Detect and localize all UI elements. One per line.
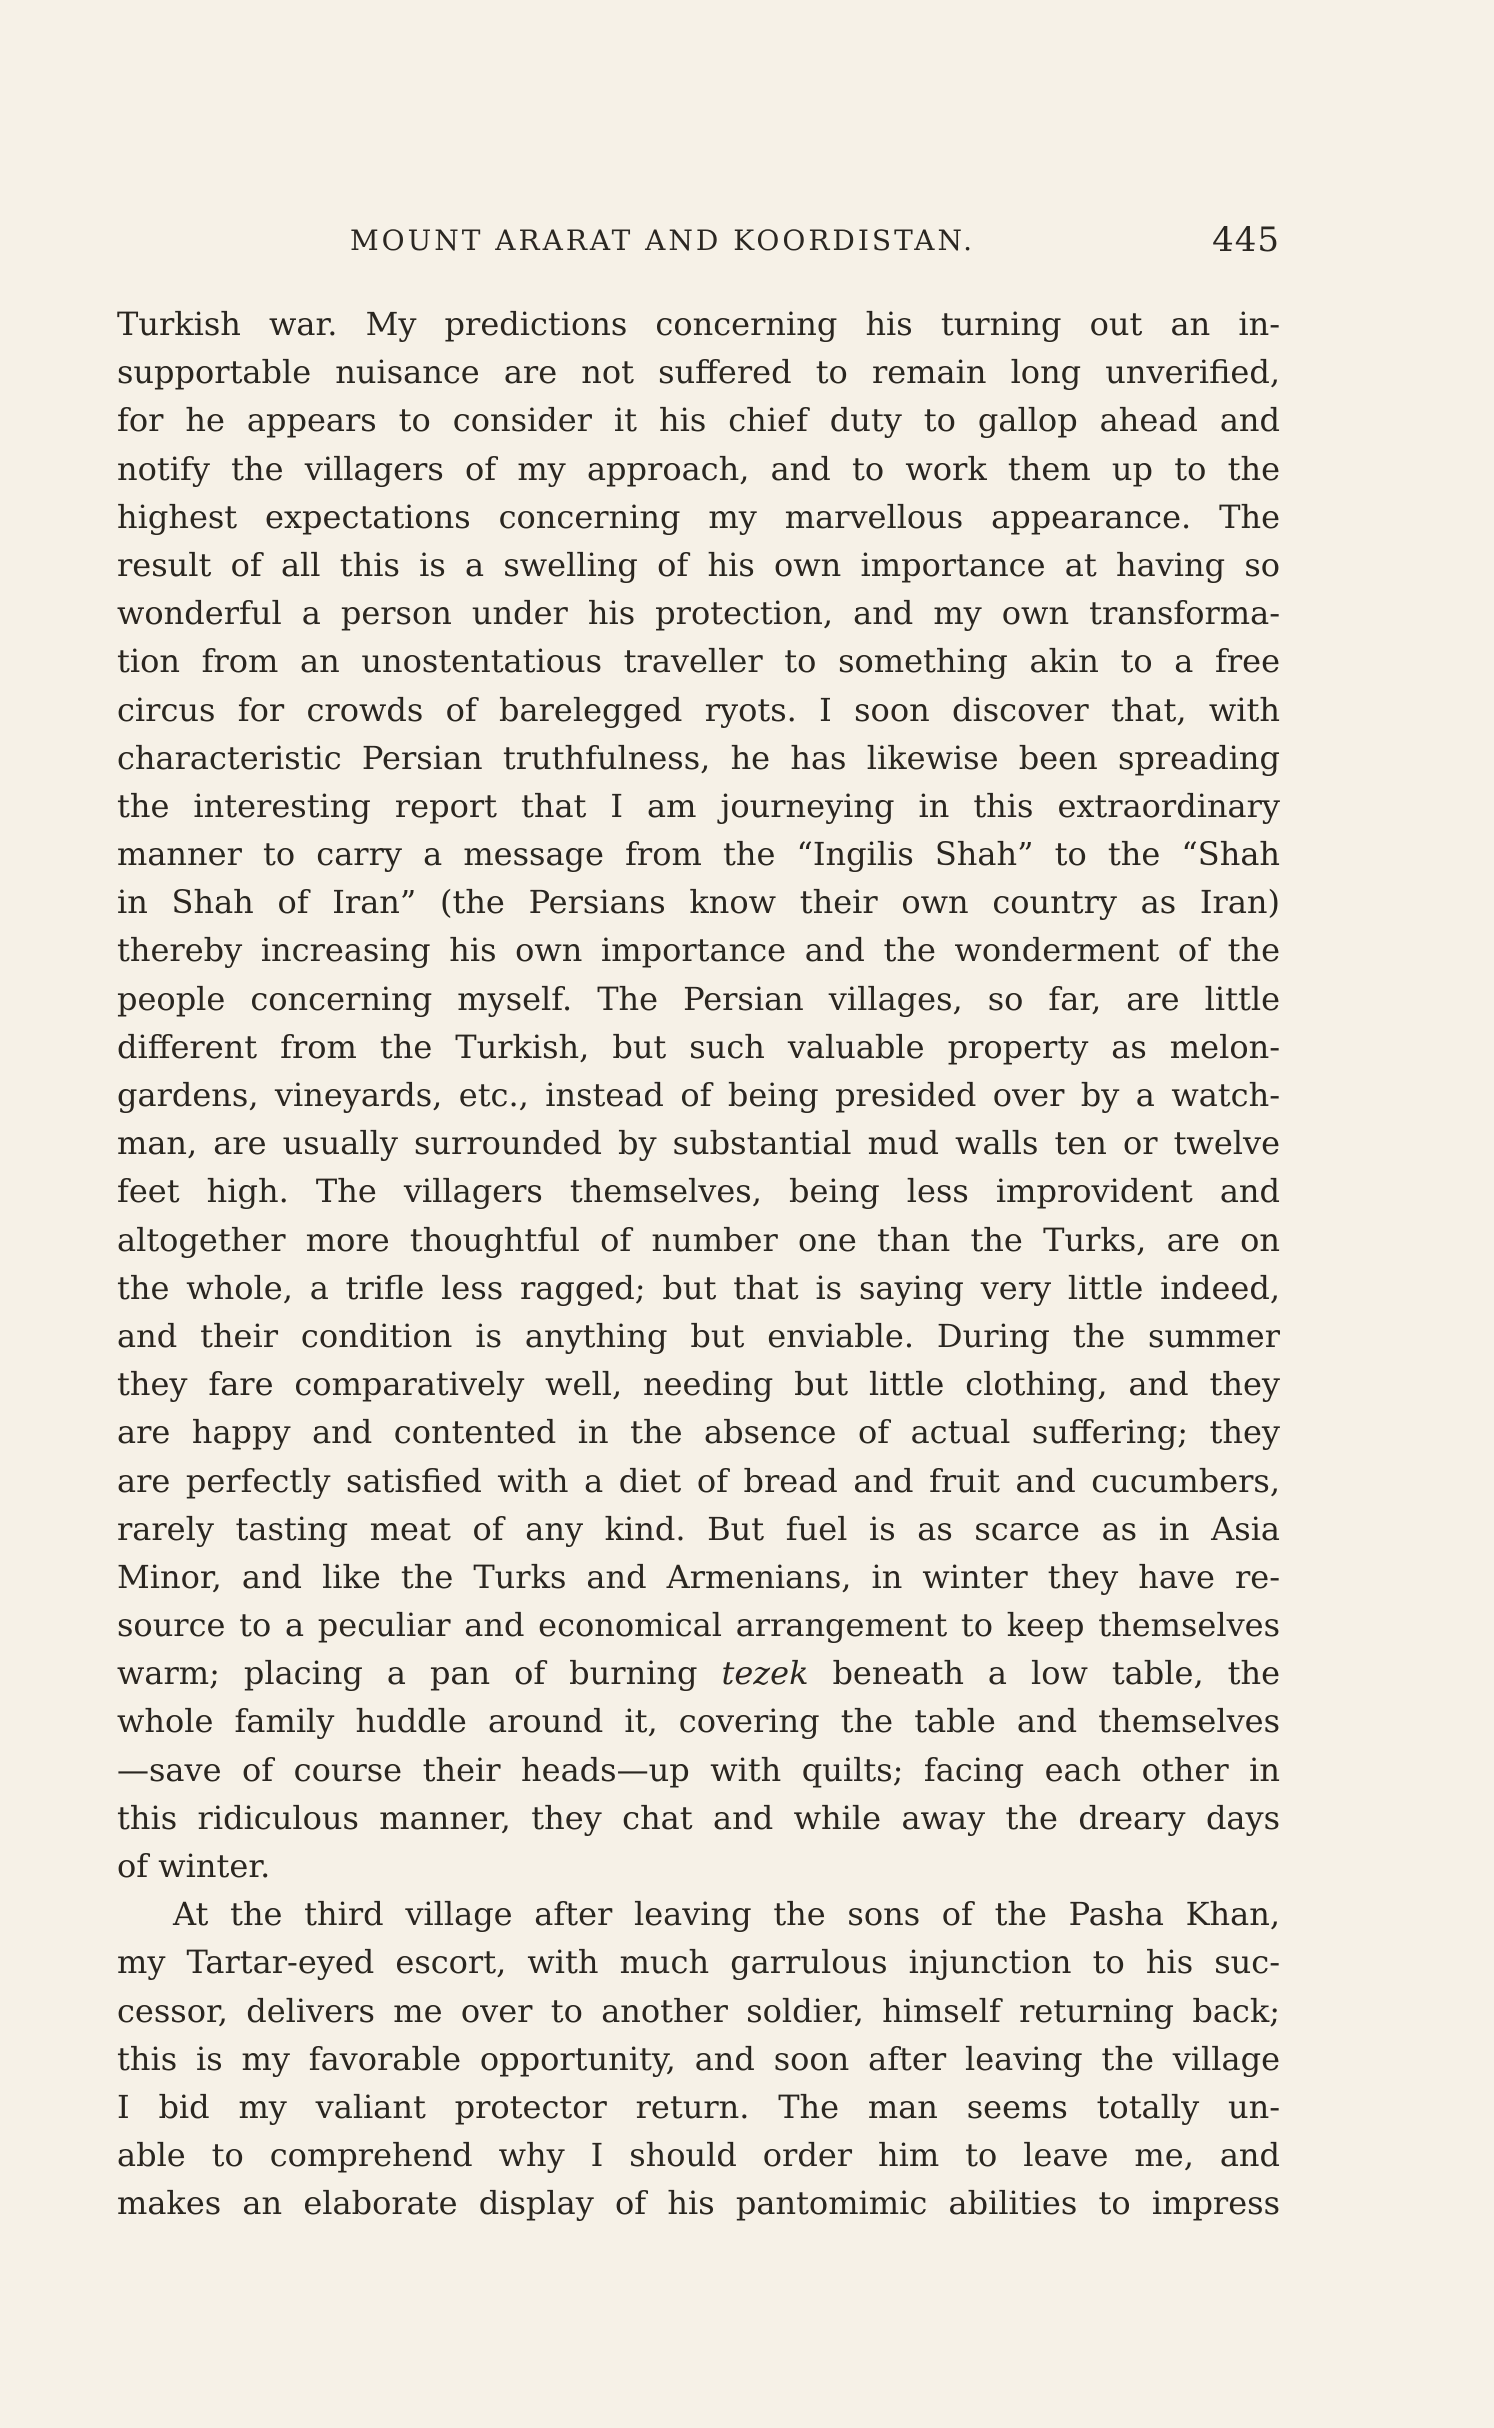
text-line: tion from an unostentatious traveller to something akin to a free xyxy=(117,642,1280,681)
text-line: altogether more thoughtful of number one than the Turks, are on xyxy=(117,1220,1280,1259)
text-line: result of all this is a swelling of his own importance at having so xyxy=(117,545,1280,584)
body-text xyxy=(117,300,1280,2228)
text-line: the interesting report that I am journeying in this extraordinary xyxy=(117,786,1280,825)
text-line: able to comprehend why I should order him to leave me, and xyxy=(117,2136,1280,2175)
text-line: people concerning myself. The Persian villages, so far, are little xyxy=(117,979,1280,1018)
text-line: thereby increasing his own importance and the wonderment of the xyxy=(117,931,1280,970)
text-line: my Tartar-eyed escort, with much garrulous injunction to his suc- xyxy=(117,1943,1280,1982)
text-line: the whole, a trifle less ragged; but that is saying very little indeed, xyxy=(117,1268,1280,1307)
text-line: are perfectly satisfied with a diet of bread and fruit and cucumbers, xyxy=(117,1461,1280,1500)
text-line: this ridiculous manner, they chat and while away the dreary days xyxy=(117,1798,1280,1837)
line-segment: beneath a low table, the xyxy=(808,1654,1280,1693)
text-line: rarely tasting meat of any kind. But fuel is as scarce as in Asia xyxy=(117,1509,1280,1548)
line-segment: warm; placing a pan of burning xyxy=(117,1654,722,1693)
paragraph-start-line: At the third village after leaving the sons of the Pasha Khan, xyxy=(173,1895,1280,1934)
text-line-with-italic xyxy=(117,1649,1280,1697)
text-line: supportable nuisance are not suffered to remain long unverified, xyxy=(117,353,1280,392)
text-line: whole family huddle around it, covering the table and themselves xyxy=(117,1702,1280,1741)
text-line: characteristic Persian truthfulness, he has likewise been spreading xyxy=(117,738,1280,777)
italic-word: tezek xyxy=(721,1654,809,1693)
text-line: cessor, delivers me over to another soldier, himself returning back; xyxy=(117,1991,1280,2030)
page-header xyxy=(350,220,1280,268)
text-line: —save of course their heads—up with quilts; facing each other in xyxy=(117,1750,1280,1789)
text-line: source to a peculiar and economical arrangement to keep themselves xyxy=(117,1606,1280,1645)
text-line: I bid my valiant protector return. The man seems totally un- xyxy=(117,2087,1280,2126)
text-line: in Shah of Iran” (the Persians know their own country as Iran) xyxy=(117,883,1280,922)
text-line: this is my favorable opportunity, and soon after leaving the village xyxy=(117,2039,1280,2078)
text-line: manner to carry a message from the “Ingilis Shah” to the “Shah xyxy=(117,835,1280,874)
text-line: man, are usually surrounded by substantial mud walls ten or twelve xyxy=(117,1124,1280,1163)
text-line: gardens, vineyards, etc., instead of being presided over by a watch- xyxy=(117,1076,1280,1114)
page-number: 445 xyxy=(1212,220,1280,260)
text-line: they fare comparatively well, needing but little clothing, and they xyxy=(117,1365,1280,1404)
text-line: Turkish war. My predictions concerning his turning out an in- xyxy=(117,305,1280,343)
text-line: wonderful a person under his protection, and my own transforma- xyxy=(117,594,1280,633)
text-line: are happy and contented in the absence of actual suffering; they xyxy=(117,1413,1280,1452)
running-title: MOUNT ARARAT AND KOORDISTAN. xyxy=(350,224,976,257)
text-line: highest expectations concerning my marvellous appearance. The xyxy=(117,497,1280,536)
text-line: different from the Turkish, but such valuable property as melon- xyxy=(117,1027,1280,1066)
text-line: makes an elaborate display of his pantomimic abilities to impress xyxy=(117,2184,1280,2223)
text-line: and their condition is anything but enviable. During the summer xyxy=(117,1316,1280,1355)
paragraph-end-line: of winter. xyxy=(117,1847,271,1885)
text-line: Minor, and like the Turks and Armenians, in winter they have re- xyxy=(117,1557,1280,1596)
text-line: circus for crowds of barelegged ryots. I soon discover that, with xyxy=(117,690,1280,729)
text-line: notify the villagers of my approach, and to work them up to the xyxy=(117,449,1280,488)
text-line: feet high. The villagers themselves, being less improvident and xyxy=(117,1172,1280,1211)
text-line: for he appears to consider it his chief duty to gallop ahead and xyxy=(117,401,1280,440)
